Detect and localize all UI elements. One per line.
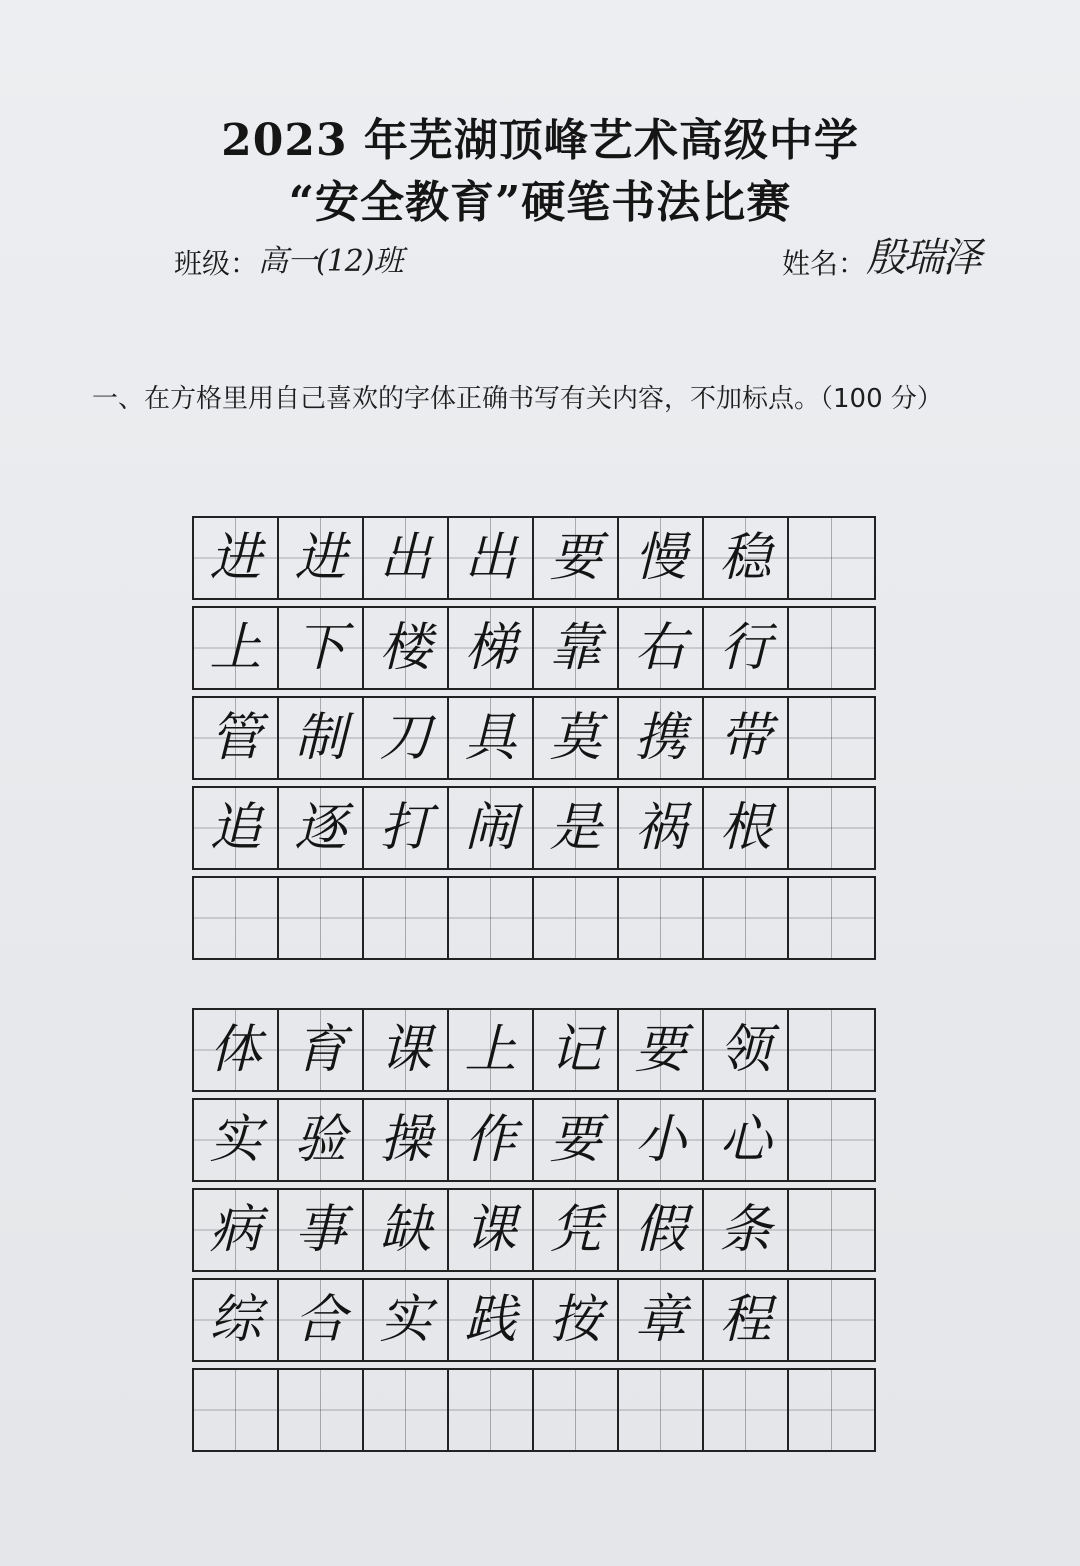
grid-cell: [619, 1190, 704, 1270]
handwritten-character: 要: [634, 1020, 687, 1080]
grid-cell: [619, 1370, 704, 1450]
grid-cell: [194, 1190, 279, 1270]
grid-row: [192, 606, 876, 690]
handwritten-character: [194, 878, 277, 958]
grid-cell: [789, 788, 874, 868]
handwritten-character: 程: [719, 1290, 772, 1350]
handwritten-character: 追: [209, 798, 262, 858]
handwritten-character: 出: [464, 528, 517, 588]
handwritten-character: 践: [464, 1290, 517, 1350]
grid-cell: [789, 1370, 874, 1450]
grid-cell: [194, 1100, 279, 1180]
page-title-line1: 2023 年芜湖顶峰艺术高级中学: [221, 115, 859, 166]
handwritten-character: [364, 878, 447, 958]
grid-cell: [534, 1100, 619, 1180]
handwritten-character: [534, 1370, 617, 1450]
handwritten-character: 进: [294, 528, 347, 588]
grid-cell: [364, 1010, 449, 1090]
grid-cell: [449, 698, 534, 778]
grid-cell: [194, 1280, 279, 1360]
grid-cell: [279, 1190, 364, 1270]
grid-cell: [279, 1280, 364, 1360]
grid-cell: [534, 608, 619, 688]
grid-cell: [704, 788, 789, 868]
grid-cell: [704, 878, 789, 958]
grid-cell: [194, 1370, 279, 1450]
handwritten-character: 实: [379, 1290, 432, 1350]
grid-cell: [619, 1100, 704, 1180]
handwritten-character: 具: [464, 708, 517, 768]
handwritten-character: 慢: [634, 528, 687, 588]
handwritten-character: 携: [634, 708, 687, 768]
grid-cell: [534, 1280, 619, 1360]
handwritten-character: 心: [719, 1110, 772, 1170]
handwritten-character: [534, 878, 617, 958]
grid-row: [192, 1008, 876, 1092]
grid-cell: [789, 698, 874, 778]
handwritten-character: 实: [209, 1110, 262, 1170]
handwritten-character: [789, 1280, 874, 1360]
handwritten-character: [789, 878, 874, 958]
grid-row: [192, 876, 876, 960]
grid-cell: [194, 518, 279, 598]
grid-cell: [364, 788, 449, 868]
handwritten-character: [789, 1190, 874, 1270]
grid-cell: [449, 1370, 534, 1450]
handwritten-character: 凭: [549, 1200, 602, 1260]
grid-cell: [279, 608, 364, 688]
handwritten-character: 课: [379, 1020, 432, 1080]
grid-cell: [704, 1370, 789, 1450]
grid-cell: [449, 878, 534, 958]
handwritten-character: 条: [719, 1200, 772, 1260]
grid-cell: [449, 518, 534, 598]
handwritten-character: 记: [549, 1020, 602, 1080]
handwritten-character: [704, 1370, 787, 1450]
handwritten-character: [364, 1370, 447, 1450]
grid-cell: [364, 1190, 449, 1270]
handwritten-character: 操: [379, 1110, 432, 1170]
name-value-handwritten: 殷瑞泽: [866, 235, 980, 281]
handwritten-character: [789, 1370, 874, 1450]
handwritten-character: 育: [294, 1020, 347, 1080]
handwritten-character: [704, 878, 787, 958]
handwritten-character: 缺: [379, 1200, 432, 1260]
handwritten-character: [619, 1370, 702, 1450]
grid-cell: [534, 878, 619, 958]
grid-cell: [449, 788, 534, 868]
handwritten-character: 体: [209, 1020, 262, 1080]
grid-cell: [534, 788, 619, 868]
handwritten-character: 靠: [549, 618, 602, 678]
class-value-handwritten: 高一(12)班: [258, 244, 403, 279]
handwritten-character: [789, 518, 874, 598]
grid-cell: [364, 878, 449, 958]
grid-cell: [279, 1370, 364, 1450]
handwritten-character: 要: [549, 528, 602, 588]
grid-row: [192, 1278, 876, 1362]
handwritten-character: 假: [634, 1200, 687, 1260]
grid-cell: [789, 1280, 874, 1360]
grid-cell: [449, 608, 534, 688]
grid-cell: [704, 1280, 789, 1360]
grid-cell: [704, 1100, 789, 1180]
grid-cell: [194, 1010, 279, 1090]
grid-cell: [534, 698, 619, 778]
grid-cell: [704, 608, 789, 688]
grid-cell: [704, 518, 789, 598]
grid-cell: [619, 878, 704, 958]
handwritten-character: 刀: [379, 708, 432, 768]
writing-grid-1: [192, 516, 876, 966]
handwritten-character: [789, 698, 874, 778]
handwritten-character: [789, 608, 874, 688]
grid-cell: [449, 1100, 534, 1180]
grid-row: [192, 1188, 876, 1272]
grid-cell: [364, 1370, 449, 1450]
grid-cell: [194, 788, 279, 868]
handwritten-character: [279, 878, 362, 958]
grid-cell: [194, 878, 279, 958]
handwritten-character: 按: [549, 1290, 602, 1350]
grid-cell: [789, 878, 874, 958]
handwritten-character: 课: [464, 1200, 517, 1260]
grid-cell: [789, 1100, 874, 1180]
handwritten-character: 合: [294, 1290, 347, 1350]
handwritten-character: 进: [209, 528, 262, 588]
grid-cell: [619, 1280, 704, 1360]
grid-cell: [534, 1190, 619, 1270]
instruction-text: 一、在方格里用自己喜欢的字体正确书写有关内容，不加标点。（100 分）: [92, 384, 943, 414]
grid-cell: [364, 698, 449, 778]
grid-cell: [364, 1280, 449, 1360]
handwritten-character: 要: [549, 1110, 602, 1170]
grid-row: [192, 1098, 876, 1182]
handwritten-character: 上: [464, 1020, 517, 1080]
grid-cell: [449, 1190, 534, 1270]
grid-cell: [279, 698, 364, 778]
grid-cell: [194, 698, 279, 778]
grid-cell: [789, 1010, 874, 1090]
handwritten-character: [619, 878, 702, 958]
grid-row: [192, 1368, 876, 1452]
handwritten-character: 右: [634, 618, 687, 678]
grid-row: [192, 696, 876, 780]
handwritten-character: [789, 788, 874, 868]
handwritten-character: 稳: [719, 528, 772, 588]
handwritten-character: 作: [464, 1110, 517, 1170]
grid-cell: [789, 1190, 874, 1270]
grid-cell: [704, 698, 789, 778]
handwritten-character: 莫: [549, 708, 602, 768]
page-title-line2: “安全教育”硬笔书法比赛: [288, 177, 792, 228]
class-label: 班级：: [174, 247, 259, 280]
handwritten-character: 祸: [634, 798, 687, 858]
handwritten-character: 行: [719, 618, 772, 678]
grid-row: [192, 786, 876, 870]
handwritten-character: 梯: [464, 618, 517, 678]
grid-cell: [449, 1010, 534, 1090]
handwritten-character: 下: [294, 618, 347, 678]
handwritten-character: 出: [379, 528, 432, 588]
handwritten-character: 验: [294, 1110, 347, 1170]
grid-cell: [789, 608, 874, 688]
grid-cell: [619, 608, 704, 688]
handwritten-character: 事: [294, 1200, 347, 1260]
grid-cell: [279, 1100, 364, 1180]
grid-cell: [279, 878, 364, 958]
grid-cell: [364, 1100, 449, 1180]
handwritten-character: [279, 1370, 362, 1450]
grid-cell: [364, 518, 449, 598]
grid-cell: [534, 518, 619, 598]
handwritten-character: 根: [719, 798, 772, 858]
writing-grid-2: [192, 1008, 876, 1458]
grid-cell: [534, 1010, 619, 1090]
grid-cell: [364, 608, 449, 688]
handwritten-character: 病: [209, 1200, 262, 1260]
grid-cell: [619, 698, 704, 778]
grid-cell: [279, 1010, 364, 1090]
grid-cell: [704, 1010, 789, 1090]
handwritten-character: [449, 878, 532, 958]
grid-cell: [619, 788, 704, 868]
handwritten-character: 管: [209, 708, 262, 768]
handwritten-character: [449, 1370, 532, 1450]
handwritten-character: 小: [634, 1110, 687, 1170]
handwritten-character: 逐: [294, 798, 347, 858]
grid-cell: [279, 518, 364, 598]
handwritten-character: [789, 1010, 874, 1090]
grid-cell: [534, 1370, 619, 1450]
handwritten-character: 领: [719, 1020, 772, 1080]
handwritten-character: 打: [379, 798, 432, 858]
handwritten-character: 章: [634, 1290, 687, 1350]
handwritten-character: 制: [294, 708, 347, 768]
handwritten-character: 闹: [464, 798, 517, 858]
handwritten-character: 综: [209, 1290, 262, 1350]
handwritten-character: 是: [549, 798, 602, 858]
grid-cell: [279, 788, 364, 868]
grid-cell: [789, 518, 874, 598]
grid-cell: [704, 1190, 789, 1270]
handwritten-character: [789, 1100, 874, 1180]
name-label: 姓名：: [782, 247, 867, 280]
handwritten-character: [194, 1370, 277, 1450]
grid-cell: [619, 518, 704, 598]
handwritten-character: 带: [719, 708, 772, 768]
grid-cell: [194, 608, 279, 688]
handwritten-character: 楼: [379, 618, 432, 678]
grid-cell: [619, 1010, 704, 1090]
grid-cell: [449, 1280, 534, 1360]
handwritten-character: 上: [209, 618, 262, 678]
grid-row: [192, 516, 876, 600]
